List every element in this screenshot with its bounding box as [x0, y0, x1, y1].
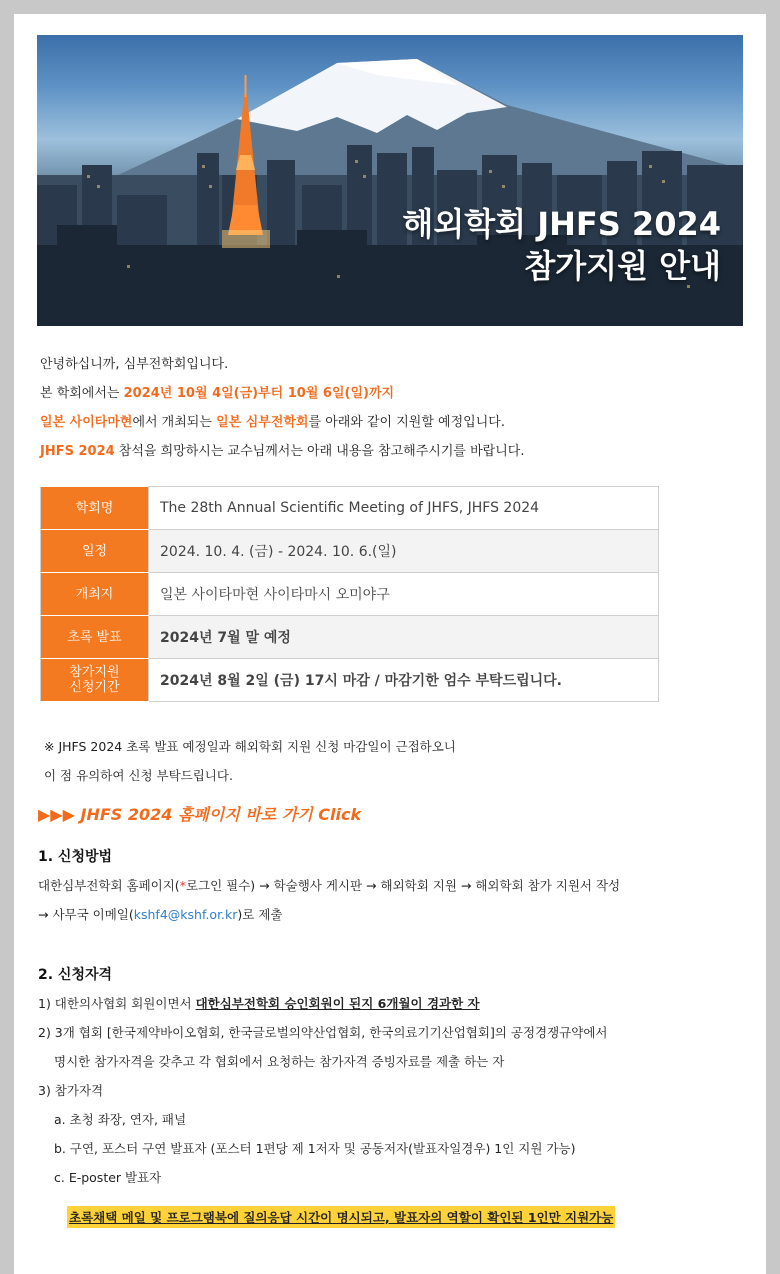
- hero-title-line2: 참가지원 안내: [524, 247, 721, 285]
- intro-line3: 일본 사이타마현에서 개최되는 일본 심부전학회를 아래와 같이 지원할 예정입니다.: [40, 415, 505, 430]
- email-link[interactable]: kshf4@kshf.or.kr: [133, 907, 238, 922]
- row-label: 참가지원 신청기간: [41, 659, 149, 702]
- eligibility-item-3: 3) 참가자격: [38, 1083, 104, 1098]
- row-value: 2024. 10. 4. (금) - 2024. 10. 6.(일): [149, 530, 659, 573]
- table-row: [41, 487, 659, 530]
- apply-step-line2: → 사무국 이메일(kshf4@kshf.or.kr)로 제출: [38, 907, 283, 922]
- table-row: [41, 530, 659, 573]
- section2-body: [38, 989, 607, 1192]
- eligibility-item-3b: b. 구연, 포스터 구연 발표자 (포스터 1편당 제 1저자 및 공동저자(발표자일경우) 1인 지원 가능): [54, 1141, 576, 1156]
- table-row: [41, 573, 659, 616]
- info-table: [40, 486, 659, 702]
- event-dates: 2024년 10월 4일(금)부터 10월 6일(일)까지: [123, 386, 395, 401]
- intro-text: [40, 350, 524, 466]
- event-name: 일본 심부전학회: [216, 415, 309, 430]
- row-value: 2024년 7월 말 예정: [149, 616, 659, 659]
- row-label: 개최지: [41, 573, 149, 616]
- row-value: The 28th Annual Scientific Meeting of JHFS, JHFS 2024: [149, 487, 659, 530]
- hero-title-line1: 해외학회 JHFS 2024: [402, 205, 721, 243]
- eligibility-item-3c: c. E-poster 발표자: [54, 1170, 162, 1185]
- section1-body: [38, 871, 620, 929]
- intro-line4: JHFS 2024 참석을 희망하시는 교수님께서는 아래 내용을 참고해주시기를 바랍니다.: [40, 444, 525, 459]
- eposter-condition-highlight: 초록채택 메일 및 프로그램북에 질의응답 시간이 명시되고, 발표자의 역할이 확인된 1인만 지원가능: [67, 1206, 615, 1228]
- notice-card: [14, 14, 766, 1274]
- hero-banner: [37, 35, 743, 326]
- apply-step-line1: 대한심부전학회 홈페이지(*로그인 필수) → 학술행사 게시판 → 해외학회 지원 → 해외학회 참가 지원서 작성: [38, 878, 621, 893]
- table-row: [41, 659, 659, 702]
- section1-title: 1. 신청방법: [38, 849, 113, 865]
- deadline-note: ※ JHFS 2024 초록 발표 예정일과 해외학회 지원 신청 마감일이 근접하오니 이 점 유의하여 신청 부탁드립니다.: [44, 739, 456, 783]
- row-label: 일정: [41, 530, 149, 573]
- hero-title: [402, 203, 721, 287]
- table-row: [41, 616, 659, 659]
- homepage-link[interactable]: ▶▶▶ JHFS 2024 홈페이지 바로 가기 Click: [38, 805, 362, 824]
- eligibility-item-1: 1) 대한의사협회 회원이면서 대한심부전학회 승인회원이 된지 6개월이 경과한 자: [38, 996, 480, 1011]
- row-value: 일본 사이타마현 사이타마시 오미야구: [149, 573, 659, 616]
- section2-title: 2. 신청자격: [38, 967, 113, 983]
- eligibility-item-3a: a. 초청 좌장, 연자, 패널: [54, 1112, 187, 1127]
- row-label: 초록 발표: [41, 616, 149, 659]
- intro-line2: 본 학회에서는 2024년 10월 4일(금)부터 10월 6일(일)까지: [40, 386, 395, 401]
- eligibility-item-2: 2) 3개 협회 [한국제약바이오협회, 한국글로벌의약산업협회, 한국의료기기산업협회]의 공정경쟁규약에서: [38, 1025, 608, 1040]
- row-value: 2024년 8월 2일 (금) 17시 마감 / 마감기한 엄수 부탁드립니다.: [149, 659, 659, 702]
- event-location: 일본 사이타마현: [40, 415, 133, 430]
- intro-line1: 안녕하십니까, 심부전학회입니다.: [40, 357, 229, 372]
- row-label: 학회명: [41, 487, 149, 530]
- eligibility-item-2-cont: 명시한 참가자격을 갖추고 각 협회에서 요청하는 참가자격 증빙자료를 제출 하는 자: [54, 1054, 505, 1069]
